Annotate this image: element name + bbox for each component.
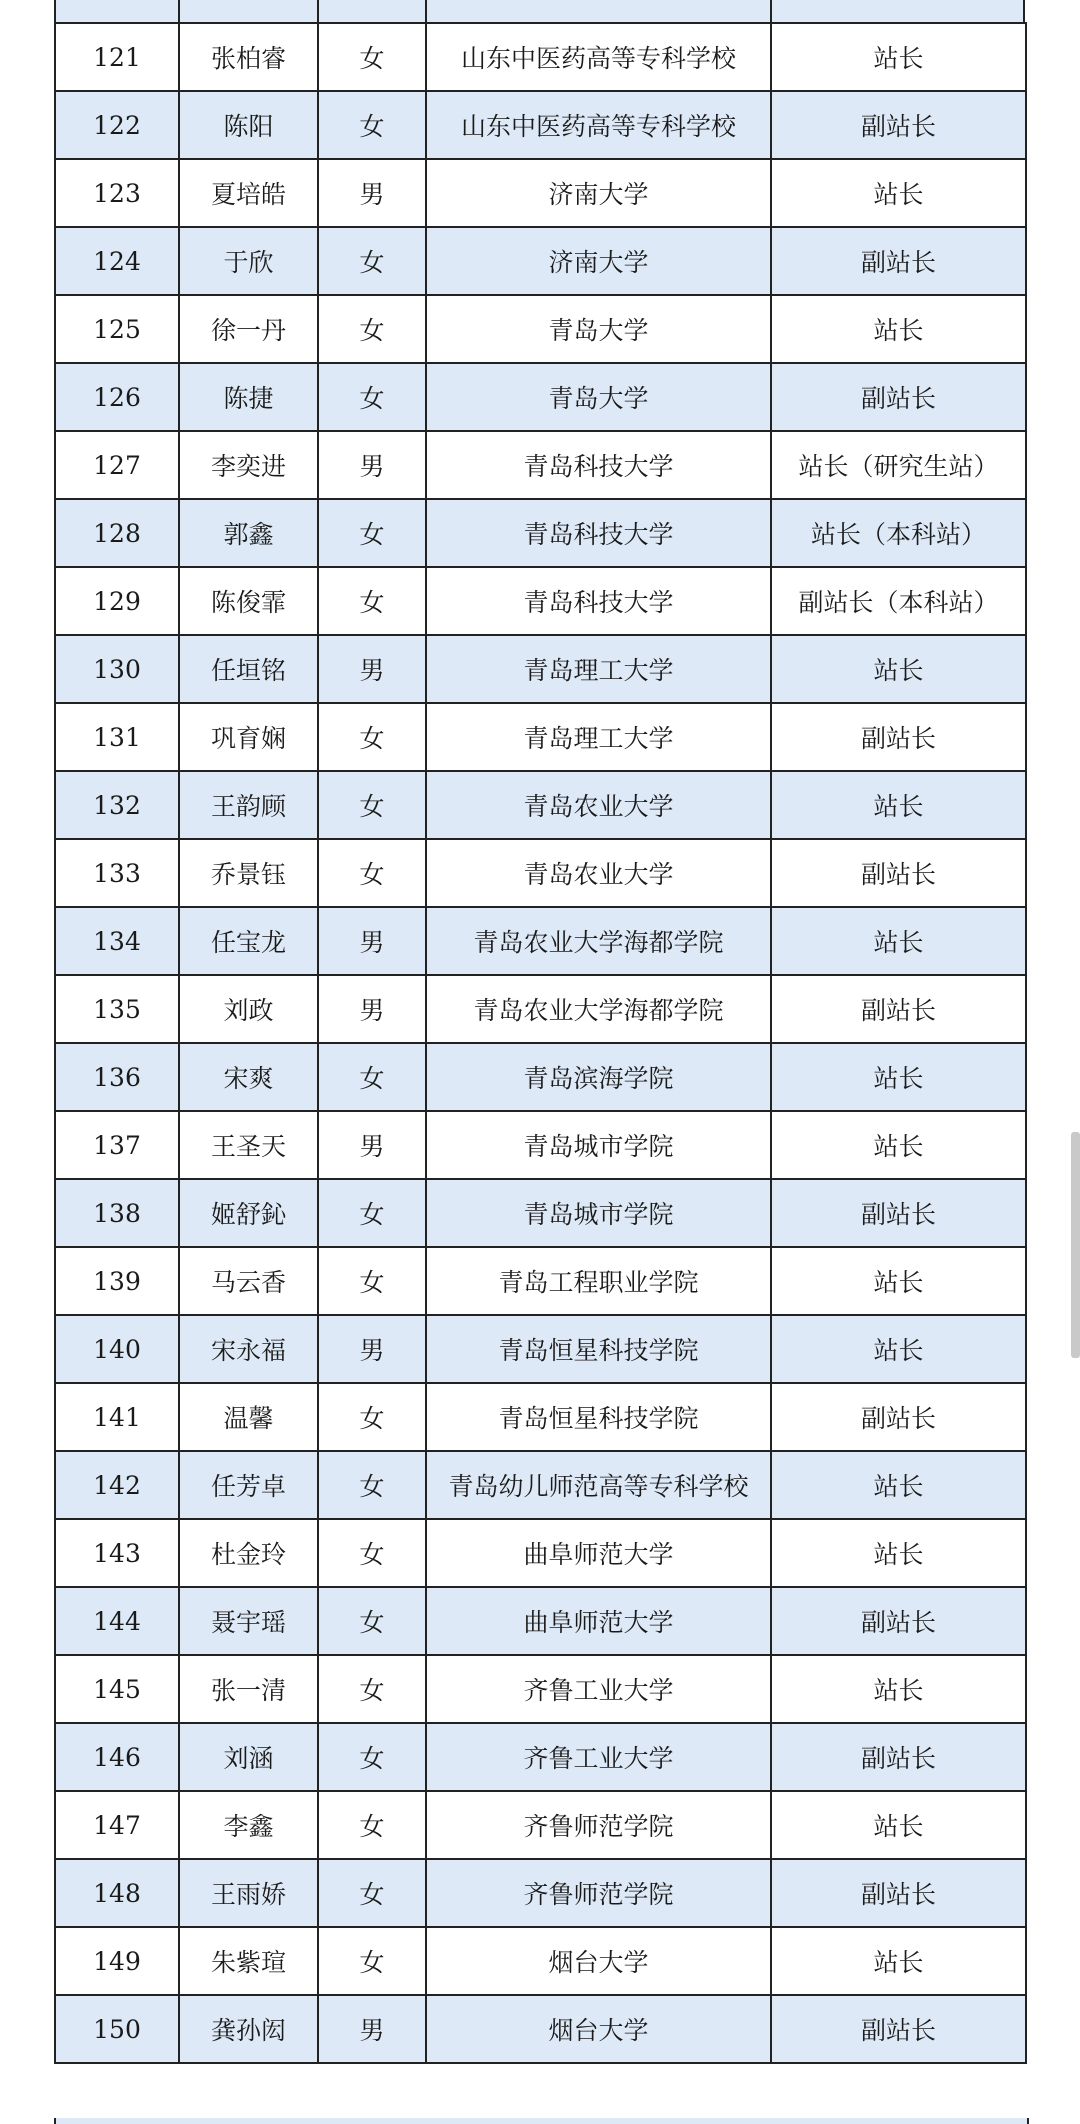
- name-cell: 巩育娴: [179, 703, 318, 771]
- name-cell: 任芳卓: [179, 1451, 318, 1519]
- school-cell: 青岛城市学院: [426, 1111, 771, 1179]
- role-cell: 站长: [771, 159, 1026, 227]
- gender-cell: 女: [318, 703, 426, 771]
- gender-cell: 女: [318, 1791, 426, 1859]
- role-cell: 站长: [771, 1927, 1026, 1995]
- school-cell: 青岛恒星科技学院: [426, 1383, 771, 1451]
- name-cell: 陈俊霏: [179, 567, 318, 635]
- table-row: [55, 1995, 1026, 2063]
- school-cell: 济南大学: [426, 227, 771, 295]
- row-number-cell: 128: [55, 499, 179, 567]
- name-cell: 夏培皓: [179, 159, 318, 227]
- name-cell: 温馨: [179, 1383, 318, 1451]
- gender-cell: 女: [318, 23, 426, 91]
- row-number-cell: 146: [55, 1723, 179, 1791]
- gender-cell: 女: [318, 771, 426, 839]
- role-cell: 副站长: [771, 91, 1026, 159]
- gender-cell: 女: [318, 1519, 426, 1587]
- school-cell: 齐鲁工业大学: [426, 1723, 771, 1791]
- gender-cell: 女: [318, 1247, 426, 1315]
- next-row-edge: [54, 2118, 1029, 2124]
- row-number-cell: 149: [55, 1927, 179, 1995]
- role-cell: 站长: [771, 771, 1026, 839]
- role-cell: 站长: [771, 1247, 1026, 1315]
- role-cell: 站长: [771, 1519, 1026, 1587]
- table-row: [55, 1247, 1026, 1315]
- row-number-cell: 150: [55, 1995, 179, 2063]
- name-cell: 王韵顾: [179, 771, 318, 839]
- school-cell: 青岛恒星科技学院: [426, 1315, 771, 1383]
- gender-cell: 女: [318, 1927, 426, 1995]
- table-row: [55, 907, 1026, 975]
- role-cell: 站长: [771, 1315, 1026, 1383]
- school-cell: 烟台大学: [426, 1995, 771, 2063]
- name-cell: 王雨娇: [179, 1859, 318, 1927]
- role-cell: 副站长: [771, 1383, 1026, 1451]
- school-cell: 青岛城市学院: [426, 1179, 771, 1247]
- name-cell: 龚孙闳: [179, 1995, 318, 2063]
- row-number-cell: 133: [55, 839, 179, 907]
- table-row: [55, 839, 1026, 907]
- name-cell: 乔景钰: [179, 839, 318, 907]
- role-cell: 站长（研究生站）: [771, 431, 1026, 499]
- name-cell: 李鑫: [179, 1791, 318, 1859]
- table-row: [55, 499, 1026, 567]
- gender-cell: 男: [318, 159, 426, 227]
- name-cell: 陈阳: [179, 91, 318, 159]
- school-cell: 曲阜师范大学: [426, 1519, 771, 1587]
- role-cell: 副站长: [771, 1859, 1026, 1927]
- name-cell: 陈捷: [179, 363, 318, 431]
- table-row: [55, 91, 1026, 159]
- school-cell: 济南大学: [426, 159, 771, 227]
- table-row: [55, 975, 1026, 1043]
- roster-table-container: [54, 0, 1025, 2064]
- gender-cell: 女: [318, 1179, 426, 1247]
- school-cell: 山东中医药高等专科学校: [426, 91, 771, 159]
- role-cell: 副站长: [771, 975, 1026, 1043]
- name-cell: 任垣铭: [179, 635, 318, 703]
- name-cell: 王圣天: [179, 1111, 318, 1179]
- gender-cell: 男: [318, 975, 426, 1043]
- table-row: [55, 227, 1026, 295]
- table-row: [55, 363, 1026, 431]
- gender-cell: 女: [318, 91, 426, 159]
- gender-cell: 女: [318, 363, 426, 431]
- row-number-cell: 126: [55, 363, 179, 431]
- school-cell: 青岛大学: [426, 295, 771, 363]
- row-number-cell: 123: [55, 159, 179, 227]
- row-number-cell: 148: [55, 1859, 179, 1927]
- name-cell: 宋永福: [179, 1315, 318, 1383]
- school-cell: 青岛农业大学海都学院: [426, 907, 771, 975]
- school-cell: 青岛大学: [426, 363, 771, 431]
- name-cell: 朱紫瑄: [179, 1927, 318, 1995]
- school-cell: 青岛农业大学: [426, 839, 771, 907]
- previous-row-edge: [54, 0, 1025, 22]
- gender-cell: 女: [318, 1655, 426, 1723]
- table-row: [55, 567, 1026, 635]
- row-number-cell: 132: [55, 771, 179, 839]
- name-cell: 张一清: [179, 1655, 318, 1723]
- gender-cell: 女: [318, 227, 426, 295]
- row-number-cell: 130: [55, 635, 179, 703]
- role-cell: 副站长: [771, 1587, 1026, 1655]
- row-number-cell: 145: [55, 1655, 179, 1723]
- school-cell: 曲阜师范大学: [426, 1587, 771, 1655]
- gender-cell: 男: [318, 1111, 426, 1179]
- role-cell: 站长: [771, 1451, 1026, 1519]
- row-number-cell: 141: [55, 1383, 179, 1451]
- school-cell: 青岛理工大学: [426, 635, 771, 703]
- role-cell: 副站长（本科站）: [771, 567, 1026, 635]
- table-row: [55, 1927, 1026, 1995]
- school-cell: 烟台大学: [426, 1927, 771, 1995]
- role-cell: 站长: [771, 1655, 1026, 1723]
- row-number-cell: 139: [55, 1247, 179, 1315]
- row-number-cell: 127: [55, 431, 179, 499]
- gender-cell: 男: [318, 1315, 426, 1383]
- name-cell: 郭鑫: [179, 499, 318, 567]
- row-number-cell: 143: [55, 1519, 179, 1587]
- role-cell: 站长: [771, 907, 1026, 975]
- school-cell: 青岛工程职业学院: [426, 1247, 771, 1315]
- name-cell: 刘涵: [179, 1723, 318, 1791]
- row-number-cell: 138: [55, 1179, 179, 1247]
- role-cell: 副站长: [771, 363, 1026, 431]
- school-cell: 青岛科技大学: [426, 431, 771, 499]
- table-row: [55, 1383, 1026, 1451]
- table-row: [55, 431, 1026, 499]
- gender-cell: 男: [318, 431, 426, 499]
- table-row: [55, 1859, 1026, 1927]
- gender-cell: 女: [318, 567, 426, 635]
- gender-cell: 女: [318, 839, 426, 907]
- name-cell: 任宝龙: [179, 907, 318, 975]
- gender-cell: 男: [318, 635, 426, 703]
- table-row: [55, 1179, 1026, 1247]
- roster-table-body: [55, 23, 1026, 2063]
- row-number-cell: 124: [55, 227, 179, 295]
- row-number-cell: 142: [55, 1451, 179, 1519]
- school-cell: 青岛滨海学院: [426, 1043, 771, 1111]
- name-cell: 刘政: [179, 975, 318, 1043]
- table-row: [55, 295, 1026, 363]
- gender-cell: 男: [318, 1995, 426, 2063]
- school-cell: 青岛幼儿师范高等专科学校: [426, 1451, 771, 1519]
- row-number-cell: 121: [55, 23, 179, 91]
- row-number-cell: 144: [55, 1587, 179, 1655]
- row-number-cell: 136: [55, 1043, 179, 1111]
- role-cell: 副站长: [771, 1179, 1026, 1247]
- school-cell: 青岛科技大学: [426, 567, 771, 635]
- table-row: [55, 1451, 1026, 1519]
- row-number-cell: 134: [55, 907, 179, 975]
- name-cell: 马云香: [179, 1247, 318, 1315]
- table-row: [55, 1519, 1026, 1587]
- school-cell: 青岛理工大学: [426, 703, 771, 771]
- row-number-cell: 131: [55, 703, 179, 771]
- name-cell: 徐一丹: [179, 295, 318, 363]
- gender-cell: 女: [318, 499, 426, 567]
- row-number-cell: 147: [55, 1791, 179, 1859]
- table-row: [55, 1111, 1026, 1179]
- school-cell: 齐鲁师范学院: [426, 1859, 771, 1927]
- role-cell: 站长: [771, 1111, 1026, 1179]
- role-cell: 副站长: [771, 1723, 1026, 1791]
- row-number-cell: 135: [55, 975, 179, 1043]
- name-cell: 聂宇瑶: [179, 1587, 318, 1655]
- role-cell: 站长: [771, 295, 1026, 363]
- gender-cell: 女: [318, 1451, 426, 1519]
- role-cell: 副站长: [771, 227, 1026, 295]
- role-cell: 站长: [771, 23, 1026, 91]
- gender-cell: 女: [318, 1723, 426, 1791]
- role-cell: 站长: [771, 1043, 1026, 1111]
- school-cell: 山东中医药高等专科学校: [426, 23, 771, 91]
- role-cell: 副站长: [771, 839, 1026, 907]
- table-row: [55, 703, 1026, 771]
- table-row: [55, 1043, 1026, 1111]
- row-number-cell: 122: [55, 91, 179, 159]
- school-cell: 青岛农业大学海都学院: [426, 975, 771, 1043]
- school-cell: 齐鲁工业大学: [426, 1655, 771, 1723]
- school-cell: 青岛科技大学: [426, 499, 771, 567]
- table-row: [55, 1655, 1026, 1723]
- name-cell: 姬舒鈊: [179, 1179, 318, 1247]
- table-row: [55, 635, 1026, 703]
- scrollbar-thumb[interactable]: [1071, 1132, 1080, 1358]
- row-number-cell: 137: [55, 1111, 179, 1179]
- table-row: [55, 771, 1026, 839]
- gender-cell: 女: [318, 1383, 426, 1451]
- gender-cell: 女: [318, 1587, 426, 1655]
- school-cell: 齐鲁师范学院: [426, 1791, 771, 1859]
- school-cell: 青岛农业大学: [426, 771, 771, 839]
- table-row: [55, 1791, 1026, 1859]
- name-cell: 杜金玲: [179, 1519, 318, 1587]
- row-number-cell: 129: [55, 567, 179, 635]
- name-cell: 于欣: [179, 227, 318, 295]
- table-row: [55, 23, 1026, 91]
- role-cell: 副站长: [771, 703, 1026, 771]
- roster-table: [54, 22, 1027, 2064]
- gender-cell: 男: [318, 907, 426, 975]
- role-cell: 站长: [771, 635, 1026, 703]
- table-row: [55, 159, 1026, 227]
- row-number-cell: 125: [55, 295, 179, 363]
- name-cell: 张柏睿: [179, 23, 318, 91]
- name-cell: 宋爽: [179, 1043, 318, 1111]
- gender-cell: 女: [318, 295, 426, 363]
- table-row: [55, 1723, 1026, 1791]
- role-cell: 站长（本科站）: [771, 499, 1026, 567]
- gender-cell: 女: [318, 1859, 426, 1927]
- role-cell: 站长: [771, 1791, 1026, 1859]
- name-cell: 李奕进: [179, 431, 318, 499]
- gender-cell: 女: [318, 1043, 426, 1111]
- table-row: [55, 1587, 1026, 1655]
- role-cell: 副站长: [771, 1995, 1026, 2063]
- row-number-cell: 140: [55, 1315, 179, 1383]
- table-row: [55, 1315, 1026, 1383]
